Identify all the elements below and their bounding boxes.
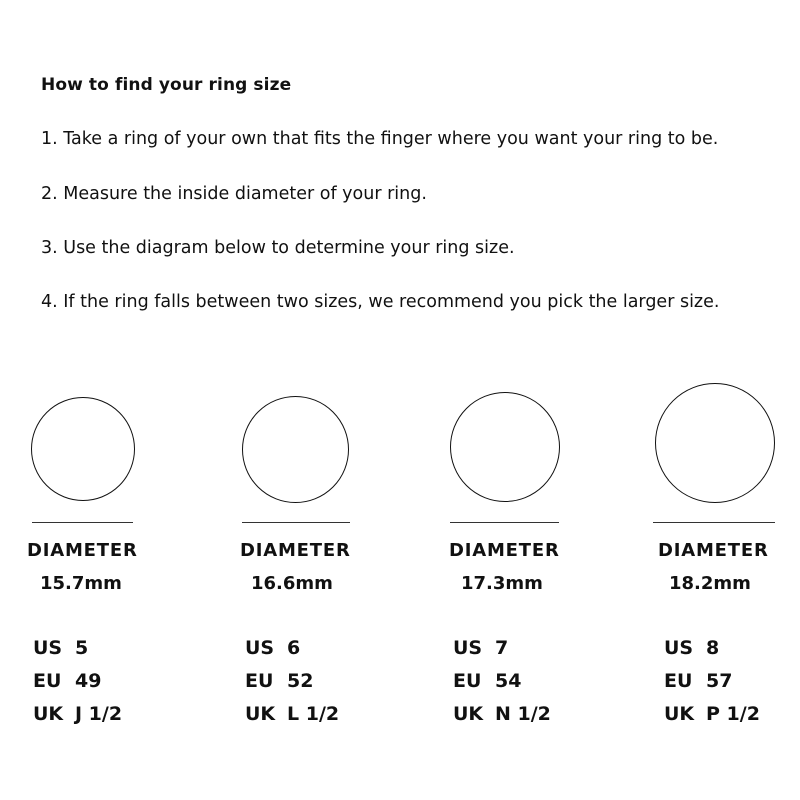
- uk-value: P 1/2: [706, 703, 760, 725]
- uk-size-1: [33, 703, 122, 725]
- uk-value: J 1/2: [75, 703, 123, 725]
- divider-2: [242, 522, 350, 523]
- us-size-3: [453, 637, 508, 659]
- eu-size-2: [245, 670, 313, 692]
- us-label: US: [245, 637, 275, 659]
- diameter-label-4: DIAMETER: [658, 540, 769, 561]
- eu-size-1: [33, 670, 101, 692]
- us-size-1: [33, 637, 88, 659]
- us-size-4: [664, 637, 719, 659]
- uk-value: L 1/2: [287, 703, 340, 725]
- uk-label: UK: [33, 703, 64, 725]
- uk-size-3: [453, 703, 551, 725]
- step-4: 4. If the ring falls between two sizes, we recommend you pick the larger size.: [41, 292, 720, 312]
- eu-value: 52: [287, 670, 314, 692]
- us-label: US: [453, 637, 483, 659]
- uk-label: UK: [453, 703, 484, 725]
- diameter-label-2: DIAMETER: [240, 540, 351, 561]
- us-label: US: [664, 637, 694, 659]
- us-value: 5: [75, 637, 89, 659]
- ring-circle-4: [655, 383, 775, 503]
- us-value: 8: [706, 637, 720, 659]
- diameter-value-1: 15.7mm: [40, 573, 122, 594]
- divider-1: [32, 522, 133, 523]
- eu-label: EU: [245, 670, 274, 692]
- eu-label: EU: [664, 670, 693, 692]
- heading: How to find your ring size: [41, 75, 292, 95]
- ring-circle-3: [450, 392, 560, 502]
- uk-label: UK: [245, 703, 276, 725]
- divider-3: [450, 522, 559, 523]
- diameter-label-3: DIAMETER: [449, 540, 560, 561]
- uk-size-2: [245, 703, 339, 725]
- us-value: 7: [495, 637, 509, 659]
- step-2: 2. Measure the inside diameter of your ring.: [41, 184, 427, 204]
- diameter-value-4: 18.2mm: [669, 573, 751, 594]
- eu-value: 49: [75, 670, 102, 692]
- step-1: 1. Take a ring of your own that fits the finger where you want your ring to be.: [41, 129, 719, 149]
- uk-value: N 1/2: [495, 703, 551, 725]
- divider-4: [653, 522, 775, 523]
- diameter-value-2: 16.6mm: [251, 573, 333, 594]
- eu-label: EU: [453, 670, 482, 692]
- diameter-label-1: DIAMETER: [27, 540, 138, 561]
- ring-circle-1: [31, 397, 135, 501]
- uk-label: UK: [664, 703, 695, 725]
- us-size-2: [245, 637, 300, 659]
- ring-circle-2: [242, 396, 349, 503]
- eu-label: EU: [33, 670, 62, 692]
- uk-size-4: [664, 703, 760, 725]
- eu-size-3: [453, 670, 521, 692]
- diameter-value-3: 17.3mm: [461, 573, 543, 594]
- eu-size-4: [664, 670, 732, 692]
- us-label: US: [33, 637, 63, 659]
- us-value: 6: [287, 637, 301, 659]
- eu-value: 57: [706, 670, 733, 692]
- eu-value: 54: [495, 670, 522, 692]
- step-3: 3. Use the diagram below to determine your ring size.: [41, 238, 515, 258]
